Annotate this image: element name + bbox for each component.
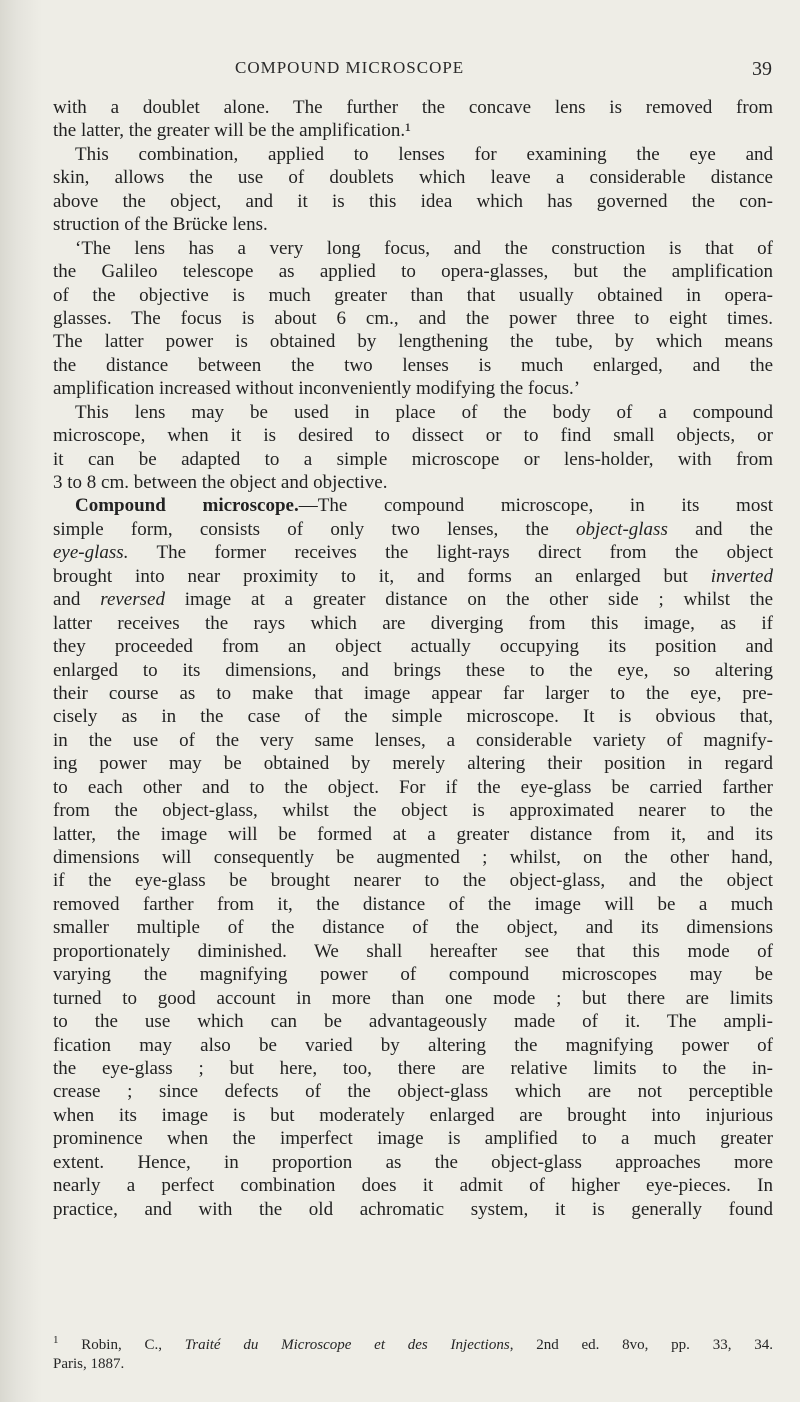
text-line: fication may also be varied by altering the magnifying power of [53, 1034, 773, 1056]
text-run: image at a greater distance on the other side ; whilst the [164, 589, 773, 611]
text-line: they proceeded from an object actually occupying its position and [53, 636, 773, 658]
text-line: proportionately diminished. We shall hereafter see that this mode of [53, 940, 773, 962]
running-head: COMPOUND MICROSCOPE [235, 58, 465, 77]
text-line: in the use of the very same lenses, a considerable variety of magnify- [53, 729, 773, 751]
page-gutter-shadow [0, 0, 42, 1402]
text-line: the latter, the greater will be the amplification.¹ [53, 120, 411, 142]
text-line: varying the magnifying power of compound microscopes may be [53, 964, 773, 986]
text-line: the eye-glass ; but here, too, there are relative limits to the in- [53, 1057, 773, 1079]
text-line: nearly a perfect combination does it admit of higher eye-pieces. In [53, 1175, 773, 1197]
text-line: This lens may be used in place of the body of a compound [75, 401, 773, 423]
italic-term: inverted [710, 565, 773, 587]
text-line: the Galileo telescope as applied to opera-glasses, but the amplification [53, 261, 773, 283]
italic-term: eye-glass. [53, 542, 129, 564]
text-line: the distance between the two lenses is much enlarged, and the [53, 354, 773, 376]
text-line: ing power may be obtained by merely altering their position in regard [53, 753, 773, 775]
text-run: The former receives the light-rays direct from the object [128, 542, 773, 564]
text-line: from the object-glass, whilst the object is approximated nearer to the [53, 800, 773, 822]
text-line: cisely as in the case of the simple microscope. It is obvious that, [53, 706, 773, 728]
text-line: above the object, and it is this idea which has governed the con- [53, 190, 773, 212]
text-line [53, 588, 773, 611]
footnote-details: , 2nd ed. 8vo, pp. 33, 34. [509, 1337, 773, 1353]
text-line: crease ; since defects of the object-glass which are not perceptible [53, 1081, 773, 1103]
section-heading-line [53, 494, 773, 517]
text-line: prominence when the imperfect image is amplified to a much greater [53, 1128, 773, 1150]
footnote [53, 1336, 773, 1374]
text-line: microscope, when it is desired to dissect or to find small objects, or [53, 425, 773, 447]
page-header [0, 58, 800, 82]
text-line: their course as to make that image appear far larger to the eye, pre- [53, 682, 773, 704]
text-line: turned to good account in more than one mode ; but there are limits [53, 987, 773, 1009]
text-line: with a doublet alone. The further the concave lens is removed from [53, 97, 773, 118]
page-number: 39 [752, 58, 772, 80]
section-heading: Compound microscope. [75, 495, 299, 517]
italic-term: reversed [100, 589, 165, 611]
text-line: latter, the image will be formed at a greater distance from it, and its [53, 823, 773, 845]
text-line: dimensions will consequently be augmented ; whilst, on the other hand, [53, 847, 773, 868]
text-line: enlarged to its dimensions, and brings these to the eye, so altering [53, 659, 773, 681]
text-run: and the [667, 518, 773, 540]
text-line: This combination, applied to lenses for examining the eye and [75, 143, 773, 165]
section-text: —The compound microscope, in its most [298, 495, 773, 517]
text-line: ‘The lens has a very long focus, and the construction is that of [75, 237, 773, 259]
italic-term: object-glass [576, 518, 668, 540]
text-run: and [53, 589, 101, 611]
text-line [53, 518, 773, 541]
text-line: when its image is but moderately enlarged are brought into injurious [53, 1104, 773, 1126]
text-run: brought into near proximity to it, and forms an enlarged but [53, 565, 711, 587]
text-line: of the objective is much greater than that usually obtained in opera- [53, 284, 773, 306]
text-line: removed farther from it, the distance of the image will be a much [53, 893, 773, 915]
text-line: The latter power is obtained by lengthening the tube, by which means [53, 331, 773, 353]
text-line: to each other and to the object. For if the eye-glass be carried farther [53, 776, 773, 798]
text-line: amplification increased without inconveniently modifying the focus.’ [53, 378, 581, 400]
body-text [53, 96, 773, 1221]
text-line: latter receives the rays which are diverging from this image, as if [53, 612, 773, 634]
footnote-author: Robin, C., [58, 1337, 185, 1353]
text-line: it can be adapted to a simple microscope or lens-holder, with from [53, 448, 773, 470]
footnote-marker: 1 [53, 1336, 59, 1346]
text-line: practice, and with the old achromatic system, it is generally found [53, 1198, 773, 1220]
text-line: struction of the Brücke lens. [53, 214, 268, 236]
text-line: extent. Hence, in proportion as the object-glass approaches more [53, 1151, 773, 1173]
text-line: to the use which can be advantageously made of it. The ampli- [53, 1011, 773, 1033]
text-line: skin, allows the use of doublets which leave a considerable distance [53, 167, 773, 189]
text-line: glasses. The focus is about 6 cm., and the power three to eight times. [53, 307, 773, 329]
footnote-line [53, 1336, 773, 1355]
text-line: smaller multiple of the distance of the object, and its dimensions [53, 917, 773, 939]
footnote-line: Paris, 1887. [53, 1356, 125, 1372]
footnote-title: Traité du Microscope et des Injections [184, 1337, 510, 1353]
text-run: simple form, consists of only two lenses, the [53, 518, 577, 540]
text-line [53, 565, 773, 588]
text-line [53, 541, 773, 564]
text-line: if the eye-glass be brought nearer to the object-glass, and the object [53, 870, 773, 892]
text-line: 3 to 8 cm. between the object and objective. [53, 472, 388, 493]
